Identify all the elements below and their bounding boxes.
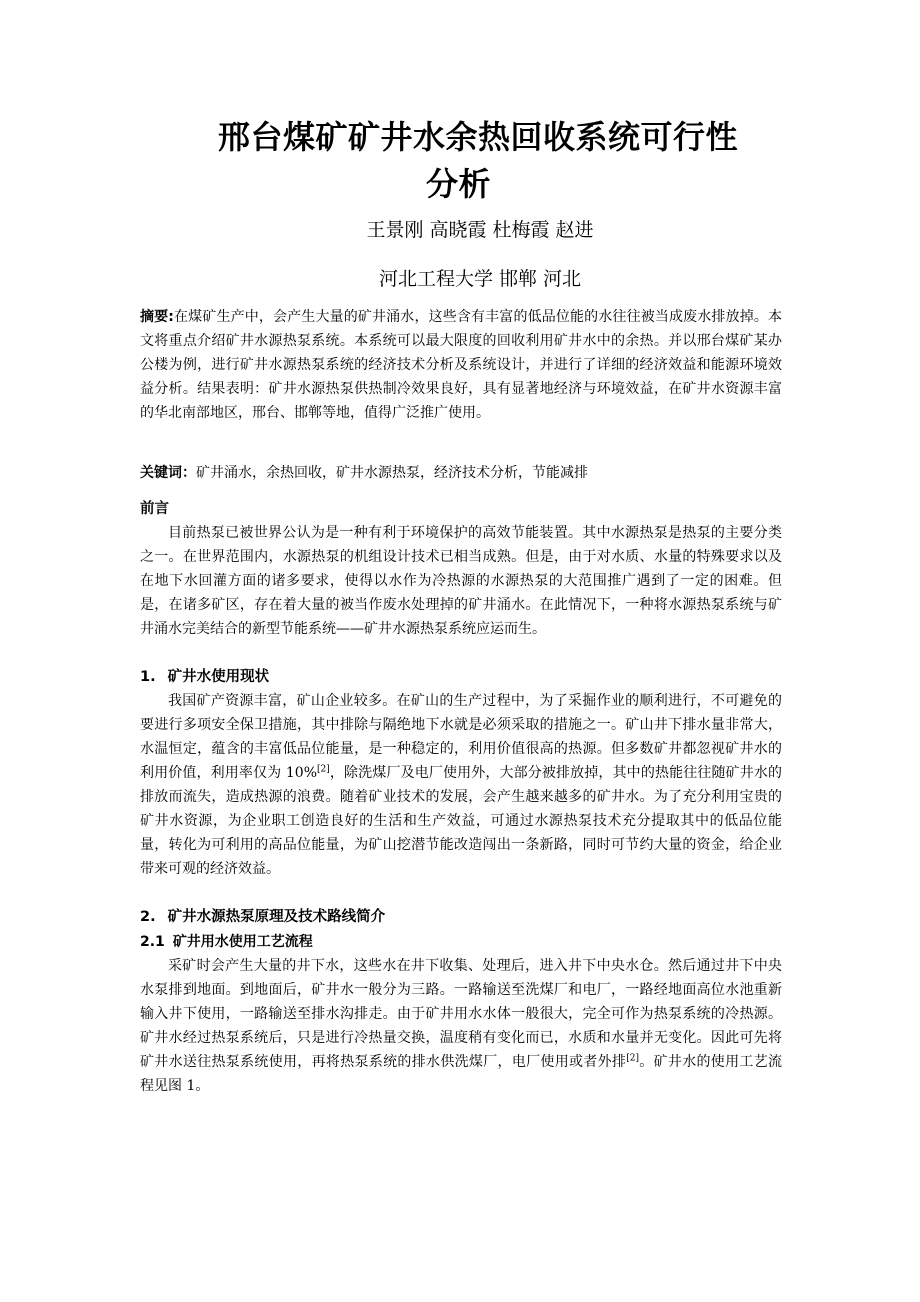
- preface-heading: 前言: [140, 501, 169, 517]
- section-2-number: 2.: [140, 909, 156, 925]
- keywords-label: 关键词：: [140, 465, 196, 481]
- title-line-2: 分析: [426, 165, 492, 203]
- section-1-text-b: ，除洗煤厂及电厂使用外，大部分被排放掉，其中的热能往往随矿井水的排放而流失，造成热源的浪费。随着矿业技术的发展，会产生越来越多的矿井水。为了充分利用宝贵的矿井水资源，为企业职工创造良好的生活和生产效益，可通过水源热泵技术充分提取其中的低品位能量，转化为可利用的高品位能量，为矿山挖潜节能改造闯出一条新路，同时可节约大量的资金，给企业带来可观的经济效益。: [140, 765, 783, 877]
- abstract-label: 摘要:: [140, 309, 174, 325]
- citation-ref-2: [2]: [626, 1053, 639, 1064]
- section-2-title: 矿井水源热泵原理及技术路线简介: [167, 909, 386, 925]
- section-2-1-title: 矿井用水使用工艺流程: [172, 934, 313, 950]
- section-2-1-heading: [140, 930, 313, 954]
- section-2-1-body: [140, 954, 782, 1098]
- section-2-1-text-a: 采矿时会产生大量的井下水，这些水在井下收集、处理后，进入井下中央水仓。然后通过井下中央水泵排到地面。到地面后，矿井水一般分为三路。一路输送至洗煤厂和电厂，一路经地面高位水池重新输入井下使用，一路输送至排水沟排走。由于矿井用水水体一般很大，完全可作为热泵系统的冷热源。矿井水经过热泵系统后，只是进行冷热量交换，温度稍有变化而已，水质和水量并无变化。因此可先将矿井水送往热泵系统使用，再将热泵系统的排水供洗煤厂，电厂使用或者外排: [140, 958, 782, 1070]
- title-line-1: 邢台煤矿矿井水余热回收系统可行性: [218, 118, 739, 156]
- section-1-title: 矿井水使用现状: [167, 669, 270, 685]
- section-2-1-number: 2.1: [140, 934, 165, 950]
- section-1-number: 1.: [140, 669, 156, 685]
- keywords: [140, 461, 782, 485]
- citation-ref: [2]: [317, 764, 330, 775]
- section-1-text-a: 我国矿产资源丰富，矿山企业较多。在矿山的生产过程中，为了采掘作业的顺利进行，不可避免的要进行多项安全保卫措施，其中排除与隔绝地下水就是必须采取的措施之一。矿山井下排水量非常大，水温恒定，蕴含的丰富低品位能量，是一种稳定的，利用价值很高的热源。但多数矿井都忽视矿井水的利用价值，利用率仅为 10%: [140, 693, 782, 781]
- keywords-text: 矿井涌水，余热回收，矿井水源热泵，经济技术分析，节能减排: [196, 465, 588, 481]
- author-list: 王景刚 高晓霞 杜梅霞 赵进: [366, 219, 594, 241]
- section-1-heading: [140, 665, 269, 689]
- section-2-heading: [140, 905, 385, 929]
- abstract: [140, 305, 782, 425]
- preface-text: 目前热泵已被世界公认为是一种有利于环境保护的高效节能装置。其中水源热泵是热泵的主要分类之一。在世界范围内，水源热泵的机组设计技术已相当成熟。但是，由于对水质、水量的特殊要求以及在地下水回灌方面的诸多要求，使得以水作为冷热源的水源热泵的大范围推广遇到了一定的困难。但是，在诸多矿区，存在着大量的被当作废水处理掉的矿井涌水。在此情况下，一种将水源热泵系统与矿井涌水完美结合的新型节能系统——矿井水源热泵系统应运而生。: [140, 525, 782, 637]
- abstract-text: 在煤矿生产中，会产生大量的矿井涌水，这些含有丰富的低品位能的水往往被当成废水排放掉。本文将重点介绍矿井水源热泵系统。本系统可以最大限度的回收利用矿井水中的余热。并以邢台煤矿某办公楼为例，进行矿井水源热泵系统的经济技术分析及系统设计，并进行了详细的经济效益和能源环境效益分析。结果表明：矿井水源热泵供热制冷效果良好，具有显著地经济与环境效益，在矿井水资源丰富的华北南部地区，邢台、邯郸等地，值得广泛推广使用。: [140, 309, 782, 421]
- affiliation: 河北工程大学 邯郸 河北: [378, 268, 582, 290]
- section-1-body: [140, 689, 782, 881]
- preface-body: [140, 521, 782, 641]
- section-2-1-text-b: 。矿井水的使用工艺流程见图 1。: [140, 1054, 783, 1094]
